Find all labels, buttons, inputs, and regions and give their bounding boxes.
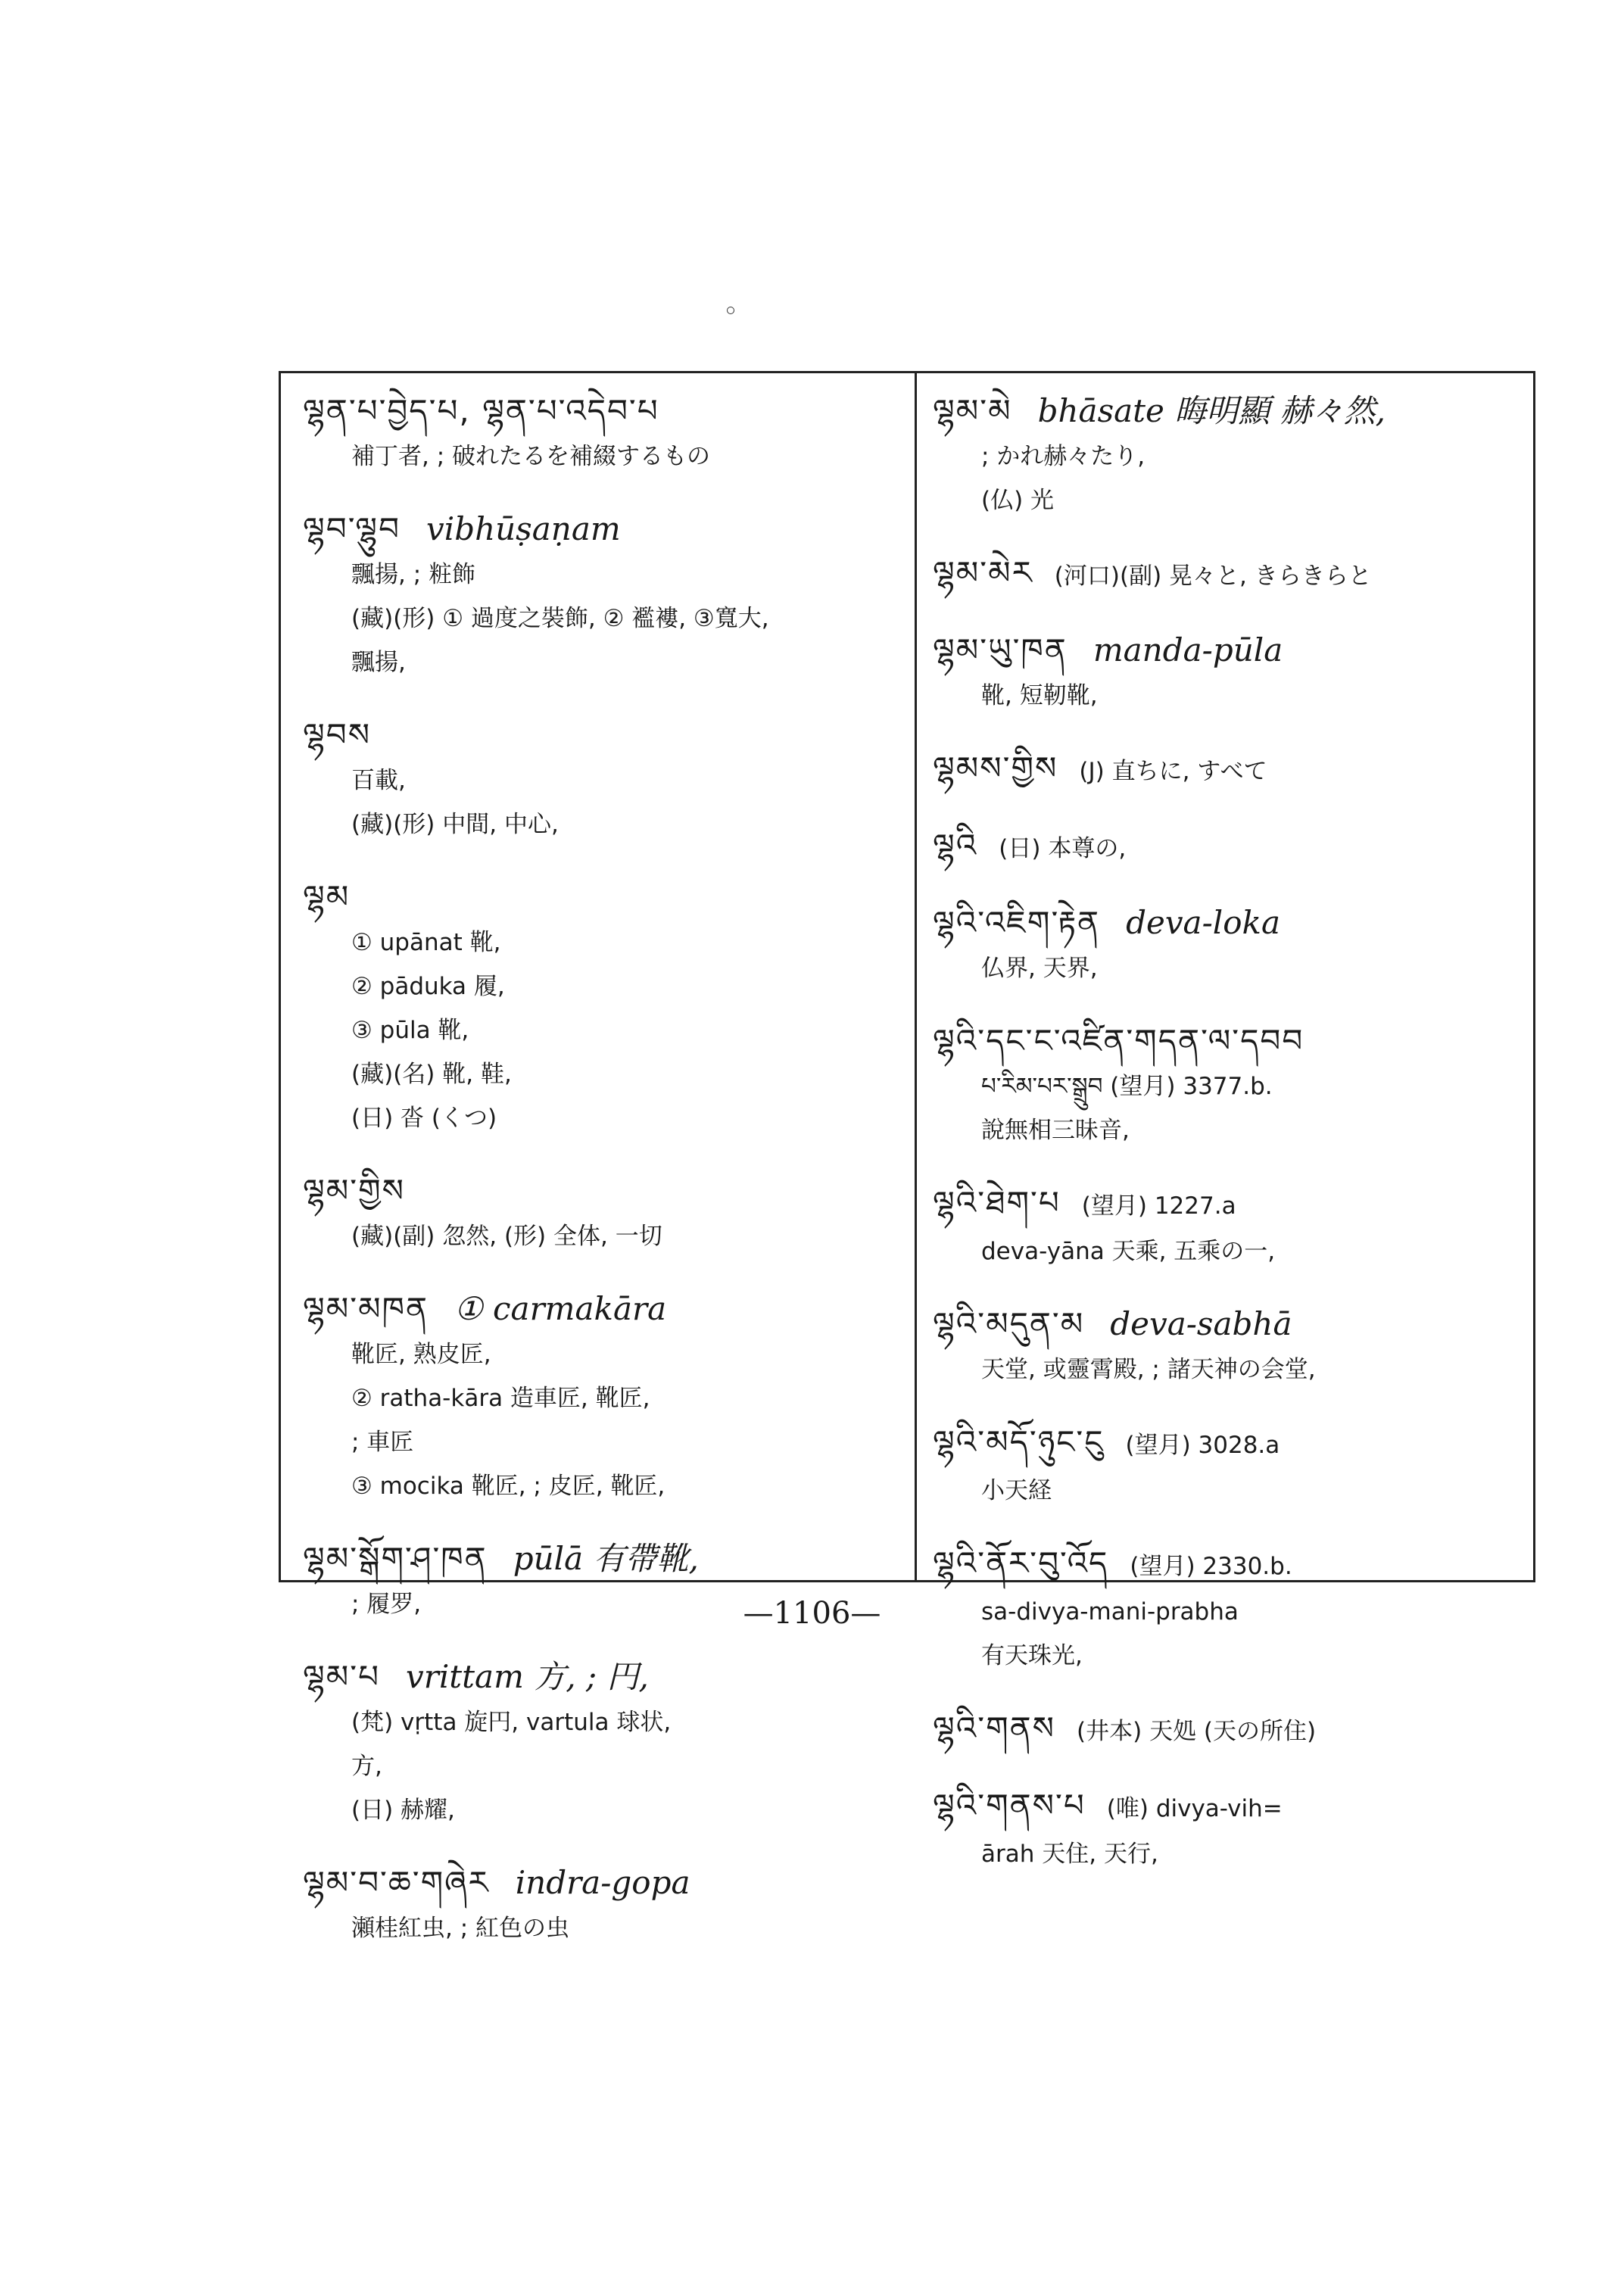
tibetan-headword: ལྷའི་འཇིག་རྟེན (933, 904, 1101, 941)
sanskrit-equivalent: ① carmakāra (454, 1290, 667, 1327)
definition-line: 靴, 短靭靴, (981, 682, 1098, 709)
dictionary-entry (933, 1299, 1523, 1392)
tibetan-headword: ལྷམ (303, 878, 351, 915)
entry-note: (J) 直ちに, すべて (1079, 758, 1267, 785)
definition-line: (藏)(形) ① 過度之裝飾, ② 襤褸, ③寬大, (351, 605, 769, 632)
definition-line: ① upānat 靴, (351, 929, 501, 956)
tibetan-headword: ལྷབས (303, 716, 372, 753)
dictionary-entry (933, 821, 1523, 872)
entry-headword (933, 1781, 1523, 1832)
tibetan-headword: ལྷམ་མེ (933, 392, 1012, 429)
definition-line: (藏)(形) 中間, 中心, (351, 811, 559, 838)
tibetan-headword: ལྷམ་ཡུ་ཁན (933, 631, 1068, 669)
entry-note: (唯) divya-vih= (1106, 1795, 1283, 1822)
tibetan-headword: ལྷབ་ལྷུབ (303, 510, 401, 547)
definition-line: (藏)(名) 靴, 鞋, (351, 1061, 512, 1088)
entry-headword (933, 1178, 1523, 1230)
dictionary-entry (303, 1166, 901, 1258)
tibetan-headword: ལྷའི་གནས་པ (933, 1787, 1086, 1824)
dictionary-entry (933, 625, 1523, 718)
definition-line: 飄揚, (351, 649, 406, 676)
dictionary-entry (303, 1652, 901, 1832)
entry-headword (303, 1534, 901, 1582)
entry-headword (303, 386, 901, 435)
dictionary-entry (933, 1016, 1523, 1152)
definition-line: ② ratha-kāra 造車匠, 靴匠, (351, 1385, 650, 1412)
dictionary-entry (303, 872, 901, 1140)
sanskrit-equivalent: manda-pūla (1093, 631, 1283, 669)
entry-headword (933, 386, 1523, 435)
tibetan-headword: ལྷམ་སྒོག་ཤ་ཁན (303, 1540, 488, 1577)
definition-line: 方, (351, 1753, 382, 1780)
dictionary-entry (303, 1284, 901, 1508)
tibetan-headword: ལྷམས་གྱིས (933, 750, 1058, 787)
definition-line: (日) 沓 (くつ) (351, 1105, 497, 1132)
definition-line: 補丁者, ; 破れたるを補綴するもの (351, 443, 711, 470)
column-divider (915, 371, 917, 1582)
tibetan-headword: ལྷན་པ་བྱེད་པ, ལྷན་པ་འདེབ་པ (303, 392, 659, 429)
entry-headword (933, 625, 1523, 674)
definition-line: ③ mocika 靴匠, ; 皮匠, 靴匠, (351, 1473, 665, 1500)
entry-note: (日) 本尊の, (999, 835, 1127, 862)
definition-line: ③ pūla 靴, (351, 1017, 469, 1044)
dictionary-entry (933, 1178, 1523, 1273)
entry-headword (303, 504, 901, 553)
entry-note: (河口)(副) 晃々と, きらきらと (1054, 563, 1372, 590)
entry-headword (303, 1652, 901, 1700)
left-column (303, 386, 901, 1976)
tibetan-headword: ལྷམ་གྱིས (303, 1172, 406, 1209)
definition-line: 天堂, 或靈霄殿, ; 諸天神の会堂, (981, 1356, 1316, 1383)
right-column (933, 386, 1523, 1902)
definition-line: 說無相三昧音, (981, 1117, 1130, 1144)
tibetan-headword: ལྷའི་གནས (933, 1710, 1056, 1747)
dictionary-entry (303, 504, 901, 684)
dictionary-entry (933, 898, 1523, 990)
entry-headword (303, 1858, 901, 1906)
definition-line: (梵) vṛtta 旋円, vartula 球状, (351, 1709, 672, 1736)
entry-headword (933, 1417, 1523, 1469)
tibetan-headword: ལྷམ་མཁན (303, 1290, 429, 1327)
dictionary-entry (933, 743, 1523, 795)
sanskrit-equivalent: deva-sabhā (1110, 1305, 1292, 1342)
dictionary-entry (933, 548, 1523, 600)
definition-line: པ་རིམ་པར་སྒྲུབ (望月) 3377.b. (981, 1073, 1273, 1100)
entry-note: (望月) 2330.b. (1130, 1553, 1292, 1580)
tibetan-headword: ལྷམ་མེར (933, 554, 1033, 591)
dictionary-entry (933, 1703, 1523, 1755)
tibetan-headword: ལྷའི་དང་ང་འཛིན་གདན་ལ་དབབ (933, 1022, 1304, 1059)
definition-line: 百載, (351, 767, 406, 794)
entry-headword (303, 1284, 901, 1332)
sanskrit-equivalent: vrittam 方, ; 円, (406, 1658, 649, 1695)
dictionary-entry (933, 386, 1523, 522)
entry-headword (303, 872, 901, 921)
definition-line: 仏界, 天界, (981, 955, 1098, 982)
tibetan-headword: ལྷའི་ནོར་བུ་འོད (933, 1544, 1109, 1582)
definition-line: (仏) 光 (981, 487, 1055, 514)
dictionary-entry (933, 1781, 1523, 1876)
entry-headword (933, 821, 1523, 872)
stray-mark (727, 307, 734, 314)
definition-line: 靴匠, 熟皮匠, (351, 1341, 491, 1368)
definition-line: deva-yāna 天乘, 五乘の一, (981, 1238, 1276, 1265)
sanskrit-equivalent: vibhūṣaṇam (426, 510, 621, 547)
definition-line: (日) 赫耀, (351, 1797, 455, 1824)
entry-headword (303, 1166, 901, 1214)
dictionary-entry (303, 710, 901, 846)
entry-headword (933, 548, 1523, 600)
definition-line: 瀬桂紅虫, ; 紅色の虫 (351, 1915, 570, 1942)
entry-headword (933, 1703, 1523, 1755)
entry-headword (303, 710, 901, 759)
definition-line: ② pāduka 履, (351, 973, 505, 1000)
definition-line: ārah 天住, 天行, (981, 1840, 1158, 1868)
entry-headword (933, 898, 1523, 946)
tibetan-headword: ལྷམ་བ་ཆ་གཞེར (303, 1864, 490, 1901)
tibetan-headword: ལྷམ་པ (303, 1658, 381, 1695)
tibetan-headword: ལྷའི (933, 827, 978, 864)
sanskrit-equivalent: bhāsate 晦明顯 赫々然, (1037, 392, 1386, 429)
dictionary-entry (303, 386, 901, 478)
entry-note: (井本) 天処 (天の所住) (1077, 1718, 1317, 1745)
tibetan-headword: ལྷའི་ཐེག་པ (933, 1184, 1061, 1221)
entry-headword (933, 1538, 1523, 1590)
sanskrit-equivalent: deva-loka (1126, 904, 1280, 941)
entry-headword (933, 1016, 1523, 1064)
dictionary-entry (303, 1858, 901, 1950)
definition-line: ; 履罗, (351, 1591, 422, 1618)
definition-line: (藏)(副) 忽然, (形) 全体, 一切 (351, 1223, 662, 1250)
dictionary-entry (933, 1417, 1523, 1513)
definition-line: 飄揚, ; 粧飾 (351, 561, 476, 588)
definition-line: sa-divya-mani-prabha (981, 1598, 1239, 1625)
tibetan-headword: ལྷའི་མདུན་མ (933, 1305, 1085, 1342)
entry-note: (望月) 3028.a (1125, 1432, 1280, 1459)
tibetan-headword: ལྷའི་མདོ་ཉུང་ངུ (933, 1423, 1105, 1460)
entry-headword (933, 1299, 1523, 1348)
definition-line: 小天経 (981, 1477, 1052, 1504)
definition-line: ; 車匠 (351, 1429, 414, 1456)
sanskrit-equivalent: pūlā 有帶靴, (513, 1540, 699, 1577)
sanskrit-equivalent: indra-gopa (515, 1864, 690, 1901)
definition-line: ; かれ赫々たり, (981, 443, 1146, 470)
page-number: —1106— (743, 1596, 881, 1631)
definition-line: 有天珠光, (981, 1642, 1083, 1669)
entry-note: (望月) 1227.a (1081, 1192, 1236, 1220)
entry-headword (933, 743, 1523, 795)
